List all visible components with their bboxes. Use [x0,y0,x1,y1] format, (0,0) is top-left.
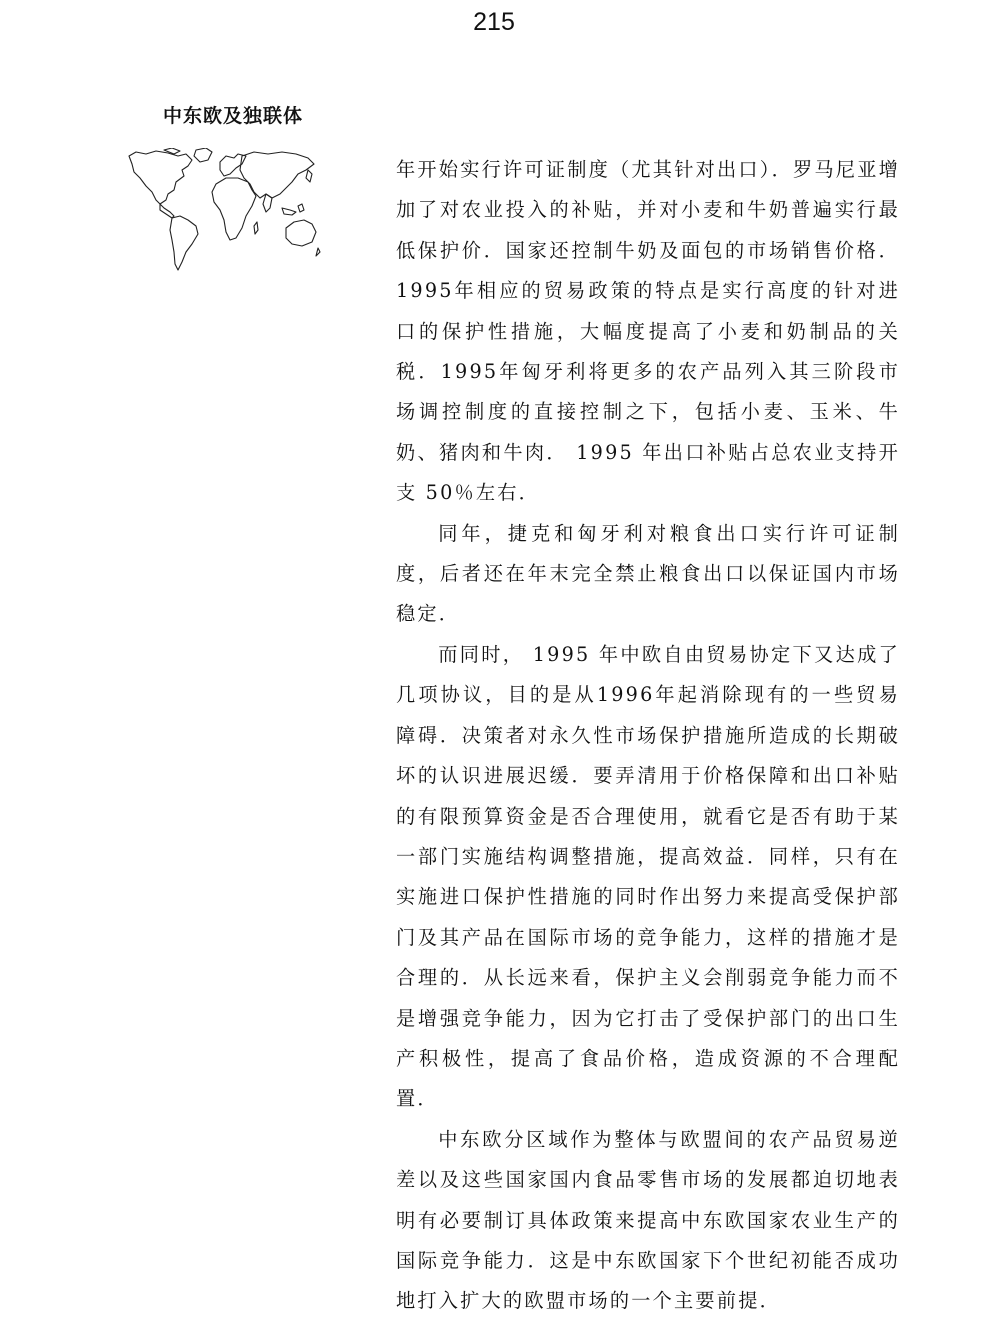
body-text [396,150,900,1322]
section-title: 中东欧及独联体 [163,105,304,127]
paragraph-3: 而同时， 1995 年中欧自由贸易协定下又达成了几项协议，目的是从1996年起消除现有的一些贸易障碍．决策者对永久性市场保护措施所造成的长期破坏的认识进展迟缓．要弄清用于价格保障和出口补贴的有限预算资金是否合理使用，就看它是否有助于某一部门实施结构调整措施，提高效益．同样，只有在实施进口保护性措施的同时作出努力来提高受保护部门及其产品在国际市场的竞争能力，这样的措施才是合理的．从长远来看，保护主义会削弱竞争能力而不是增强竞争能力，因为它打击了受保护部门的出口生产积极性，提高了食品价格，造成资源的不合理配置． [396,642,900,1111]
world-map-icon [126,148,322,272]
paragraph-2: 同年，捷克和匈牙利对粮食出口实行许可证制度，后者还在年末完全禁止粮食出口以保证国内市场稳定． [396,521,900,626]
paragraph-4: 中东欧分区域作为整体与欧盟间的农产品贸易逆差以及这些国家国内食品零售市场的发展都迫切地表明有必要制订具体政策来提高中东欧国家农业生产的国际竞争能力．这是中东欧国家下个世纪初能否成功地打入扩大的欧盟市场的一个主要前提． [396,1127,900,1313]
paragraph-1: 年开始实行许可证制度（尤其针对出口）．罗马尼亚增加了对农业投入的补贴，并对小麦和牛奶普遍实行最低保护价．国家还控制牛奶及面包的市场销售价格．1995年相应的贸易政策的特点是实行高度的针对进口的保护性措施，大幅度提高了小麦和奶制品的关税．1995年匈牙利将更多的农产品列入其三阶段市场调控制度的直接控制之下，包括小麦、玉米、牛奶、猪肉和牛肉． 1995 年出口补贴占总农业支持开支 50％左右． [396,158,900,505]
page-number: 215 [473,8,515,36]
